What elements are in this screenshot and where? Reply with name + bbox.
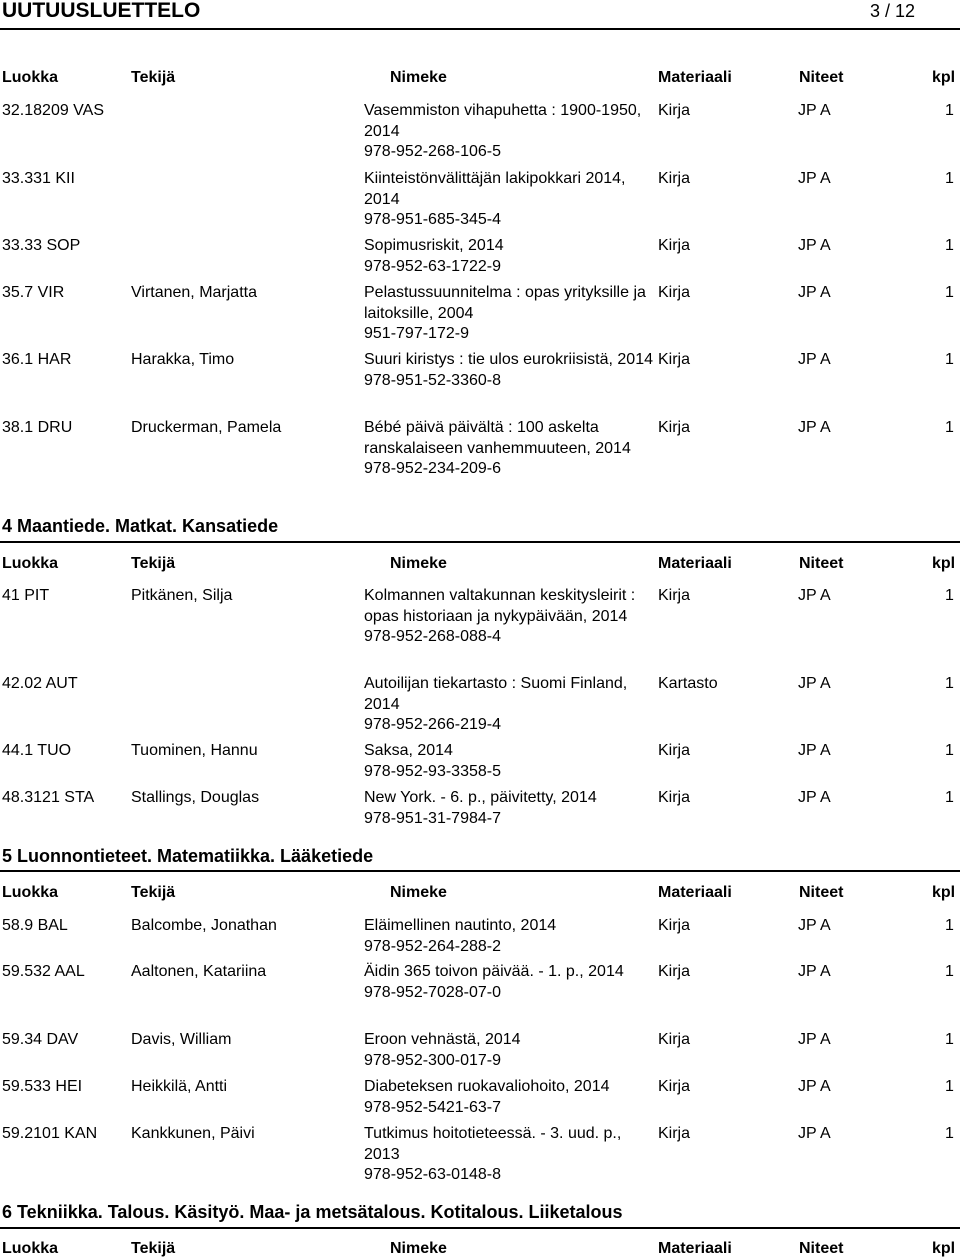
isbn-text: 978-951-685-345-4 (364, 211, 501, 228)
cell-nimeke (364, 236, 654, 277)
col-tekija: Tekijä (131, 1240, 176, 1257)
cell-luokka: 44.1 TUO (2, 742, 72, 759)
cell-tekija: Druckerman, Pamela (131, 419, 282, 436)
cell-materiaali: Kirja (658, 789, 691, 806)
cell-kpl: 1 (945, 1031, 954, 1048)
cell-materiaali: Kirja (658, 1031, 691, 1048)
col-luokka: Luokka (2, 555, 59, 572)
section-rule (0, 1227, 960, 1229)
col-kpl: kpl (932, 69, 956, 86)
isbn-text: 978-952-63-0148-8 (364, 1166, 501, 1183)
section-title: 5 Luonnontieteet. Matematiikka. Lääketiede (2, 846, 374, 866)
cell-niteet: JP A (798, 587, 831, 604)
column-header (0, 554, 960, 574)
col-luokka: Luokka (2, 884, 59, 901)
cell-niteet: JP A (798, 284, 831, 301)
cell-materiaali: Kirja (658, 1125, 691, 1142)
cell-tekija: Kankkunen, Päivi (131, 1125, 255, 1142)
col-tekija: Tekijä (131, 69, 176, 86)
isbn-text: 978-952-264-288-2 (364, 937, 501, 955)
cell-nimeke (364, 962, 654, 1003)
section-rule (0, 541, 960, 543)
cell-materiaali: Kartasto (658, 675, 718, 692)
title-text: Saksa, 2014 (364, 742, 453, 759)
cell-nimeke (364, 1077, 654, 1118)
cell-niteet: JP A (798, 1125, 831, 1142)
isbn-text: 951-797-172-9 (364, 325, 469, 342)
cell-tekija: Balcombe, Jonathan (131, 917, 277, 934)
cell-tekija: Harakka, Timo (131, 351, 235, 368)
column-header (0, 1239, 960, 1259)
col-luokka: Luokka (2, 69, 59, 86)
cell-materiaali: Kirja (658, 742, 691, 759)
isbn-text: 978-951-31-7984-7 (364, 809, 501, 827)
cell-materiaali: Kirja (658, 351, 691, 368)
cell-nimeke (364, 916, 654, 957)
cell-tekija: Aaltonen, Katariina (131, 963, 267, 980)
cell-luokka: 42.02 AUT (2, 675, 78, 692)
cell-luokka: 36.1 HAR (2, 351, 72, 368)
col-tekija: Tekijä (131, 884, 176, 901)
cell-nimeke (364, 586, 654, 648)
section-title: 6 Tekniikka. Talous. Käsityö. Maa- ja metsätalous. Kotitalous. Liiketalous (2, 1202, 623, 1222)
cell-luokka: 59.2101 KAN (2, 1125, 98, 1142)
cell-materiaali: Kirja (658, 419, 691, 436)
col-niteet: Niteet (799, 555, 844, 572)
title-text: Tutkimus hoitotieteessä. - 3. uud. p., 2013 (364, 1125, 622, 1163)
title-text: Äidin 365 toivon päivää. - 1. p., 2014 (364, 963, 624, 980)
column-header (0, 68, 960, 88)
col-nimeke: Nimeke (390, 555, 447, 572)
isbn-text: 978-952-5421-63-7 (364, 1098, 501, 1116)
cell-niteet: JP A (798, 351, 831, 368)
col-luokka: Luokka (2, 1240, 59, 1257)
isbn-text: 978-952-268-088-4 (364, 628, 501, 645)
cell-luokka: 35.7 VIR (2, 284, 65, 301)
cell-niteet: JP A (798, 675, 831, 692)
cell-tekija: Davis, William (131, 1031, 232, 1048)
cell-luokka: 59.532 AAL (2, 963, 85, 980)
cell-nimeke (364, 418, 654, 480)
cell-niteet: JP A (798, 963, 831, 980)
cell-luokka: 33.33 SOP (2, 237, 81, 254)
cell-nimeke (364, 788, 654, 829)
page-number: 3 / 12 (870, 1, 916, 21)
col-kpl: kpl (932, 555, 956, 572)
title-text: Kolmannen valtakunnan keskitysleirit : opas historiaan ja nykypäivään, 2014 (364, 587, 636, 625)
cell-tekija: Tuominen, Hannu (131, 742, 258, 759)
cell-kpl: 1 (945, 587, 954, 604)
title-text: Kiinteistönvälittäjän lakipokkari 2014, 2014 (364, 170, 626, 208)
cell-niteet: JP A (798, 419, 831, 436)
cell-kpl: 1 (945, 675, 954, 692)
col-tekija: Tekijä (131, 555, 176, 572)
cell-kpl: 1 (945, 742, 954, 759)
cell-materiaali: Kirja (658, 102, 691, 119)
cell-tekija: Pitkänen, Silja (131, 587, 233, 604)
cell-nimeke (364, 101, 654, 163)
isbn-text: 978-952-266-219-4 (364, 716, 501, 733)
section-title: 4 Maantiede. Matkat. Kansatiede (2, 516, 279, 536)
cell-kpl: 1 (945, 963, 954, 980)
col-materiaali: Materiaali (658, 884, 732, 901)
cell-niteet: JP A (798, 1031, 831, 1048)
title-text: Autoilijan tiekartasto : Suomi Finland, 2014 (364, 675, 628, 713)
cell-nimeke (364, 283, 654, 345)
cell-kpl: 1 (945, 1078, 954, 1095)
title-text: Eroon vehnästä, 2014 (364, 1031, 521, 1048)
title-text: Suuri kiristys : tie ulos eurokriisistä, 2014 (364, 351, 653, 368)
cell-luokka: 58.9 BAL (2, 917, 68, 934)
column-header (0, 883, 960, 903)
cell-tekija: Stallings, Douglas (131, 789, 260, 806)
cell-kpl: 1 (945, 1125, 954, 1142)
cell-tekija: Virtanen, Marjatta (131, 284, 257, 301)
page-title: UUTUUSLUETTELO (2, 0, 201, 22)
cell-kpl: 1 (945, 170, 954, 187)
cell-materiaali: Kirja (658, 237, 691, 254)
title-text: Sopimusriskit, 2014 (364, 237, 504, 254)
cell-materiaali: Kirja (658, 170, 691, 187)
cell-materiaali: Kirja (658, 917, 691, 934)
cell-nimeke (364, 350, 654, 391)
isbn-text: 978-952-93-3358-5 (364, 762, 501, 780)
isbn-text: 978-952-234-209-6 (364, 460, 501, 477)
col-nimeke: Nimeke (390, 1240, 447, 1257)
cell-kpl: 1 (945, 419, 954, 436)
cell-nimeke (364, 169, 654, 231)
col-materiaali: Materiaali (658, 1240, 732, 1257)
cell-kpl: 1 (945, 789, 954, 806)
cell-luokka: 41 PIT (2, 587, 50, 604)
cell-niteet: JP A (798, 1078, 831, 1095)
cell-nimeke (364, 741, 654, 782)
cell-niteet: JP A (798, 917, 831, 934)
cell-nimeke (364, 674, 654, 736)
title-text: Bébé päivä päivältä : 100 askelta ranskalaiseen vanhemmuuteen, 2014 (364, 419, 631, 457)
cell-luokka: 59.34 DAV (2, 1031, 79, 1048)
cell-niteet: JP A (798, 102, 831, 119)
cell-materiaali: Kirja (658, 1078, 691, 1095)
col-kpl: kpl (932, 884, 956, 901)
title-text: Pelastussuunnitelma : opas yrityksille ja laitoksille, 2004 (364, 284, 646, 322)
cell-kpl: 1 (945, 351, 954, 368)
col-kpl: kpl (932, 1240, 956, 1257)
title-text: Vasemmiston vihapuhetta : 1900-1950, 2014 (364, 102, 642, 140)
cell-kpl: 1 (945, 284, 954, 301)
cell-nimeke (364, 1030, 654, 1071)
col-materiaali: Materiaali (658, 69, 732, 86)
cell-materiaali: Kirja (658, 284, 691, 301)
cell-niteet: JP A (798, 237, 831, 254)
cell-nimeke (364, 1124, 654, 1186)
header-rule (0, 28, 960, 30)
cell-tekija: Heikkilä, Antti (131, 1078, 228, 1095)
cell-luokka: 33.331 KII (2, 170, 75, 187)
col-niteet: Niteet (799, 884, 844, 901)
cell-niteet: JP A (798, 742, 831, 759)
title-text: New York. - 6. p., päivitetty, 2014 (364, 789, 597, 806)
cell-materiaali: Kirja (658, 587, 691, 604)
cell-luokka: 32.18209 VAS (2, 102, 105, 119)
isbn-text: 978-952-300-017-9 (364, 1051, 501, 1069)
col-niteet: Niteet (799, 1240, 844, 1257)
section-rule (0, 870, 960, 872)
cell-luokka: 48.3121 STA (2, 789, 95, 806)
cell-niteet: JP A (798, 789, 831, 806)
col-niteet: Niteet (799, 69, 844, 86)
cell-niteet: JP A (798, 170, 831, 187)
isbn-text: 978-952-7028-07-0 (364, 983, 501, 1001)
isbn-text: 978-951-52-3360-8 (364, 371, 501, 389)
cell-kpl: 1 (945, 102, 954, 119)
col-nimeke: Nimeke (390, 884, 447, 901)
cell-materiaali: Kirja (658, 963, 691, 980)
title-text: Eläimellinen nautinto, 2014 (364, 917, 557, 934)
col-materiaali: Materiaali (658, 555, 732, 572)
cell-luokka: 59.533 HEI (2, 1078, 83, 1095)
cell-kpl: 1 (945, 237, 954, 254)
cell-kpl: 1 (945, 917, 954, 934)
title-text: Diabeteksen ruokavaliohoito, 2014 (364, 1078, 610, 1095)
col-nimeke: Nimeke (390, 69, 447, 86)
isbn-text: 978-952-268-106-5 (364, 143, 501, 160)
cell-luokka: 38.1 DRU (2, 419, 73, 436)
isbn-text: 978-952-63-1722-9 (364, 257, 501, 275)
